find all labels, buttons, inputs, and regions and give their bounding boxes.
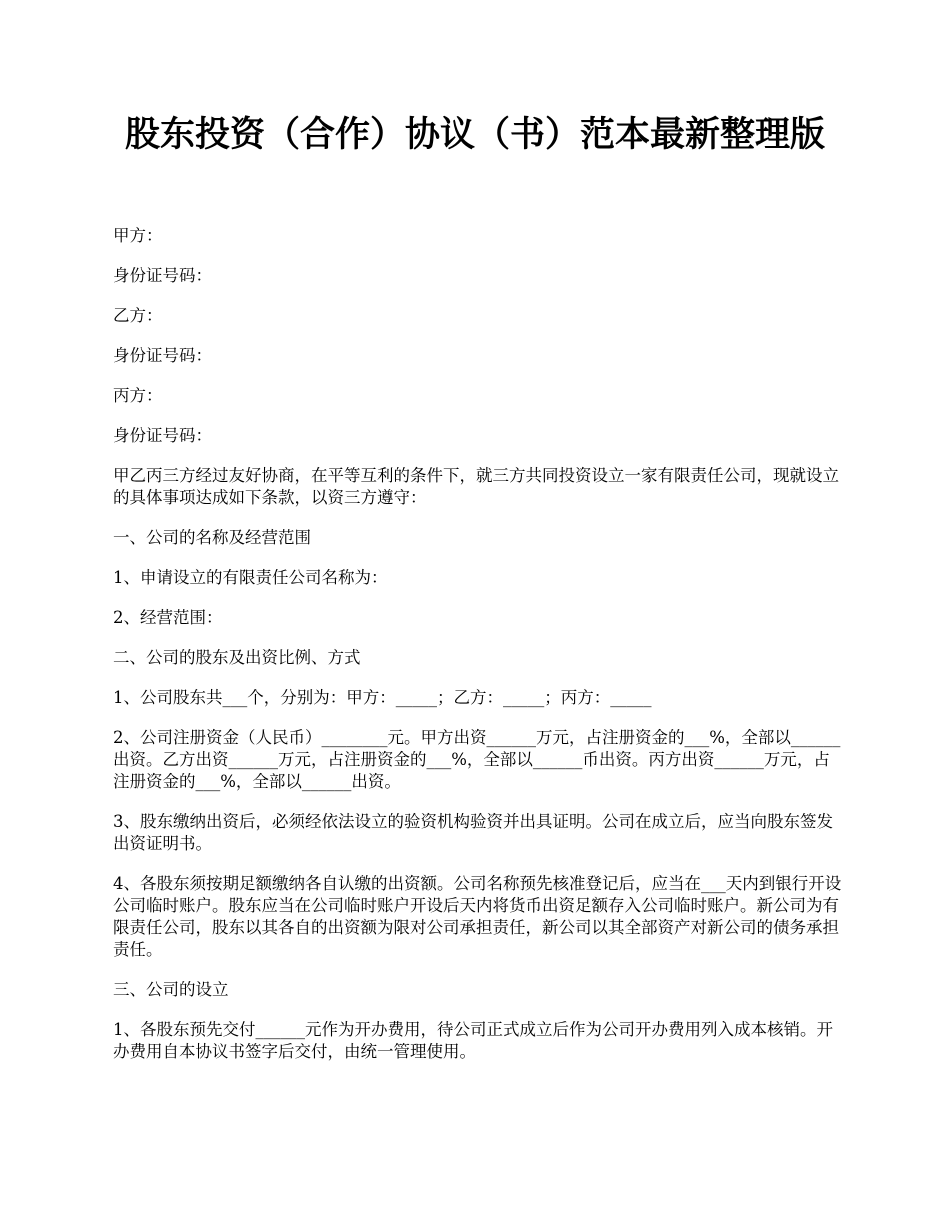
section-heading-2: 二、公司的股东及出资比例、方式 [113, 648, 361, 667]
party-c-label: 丙方： [113, 386, 163, 405]
clause-2-4: 4、各股东须按期足额缴纳各自认缴的出资额。公司名称预先核准登记后，应当在___天内到银行开设公司临时账户。股东应当在公司临时账户开设后天内将货币出资足额存入公司临时账户。新公司为有限责任公司，股东以其各自的出资额为限对公司承担责任，新公司以其全部资产对新公司的债务承担责任。 [113, 874, 842, 959]
party-b-label: 乙方： [113, 306, 163, 325]
document-body [113, 225, 843, 1081]
preamble-paragraph: 甲乙丙三方经过友好协商，在平等互利的条件下，就三方共同投资设立一家有限责任公司，现就设立的具体事项达成如下条款，以资三方遵守： [113, 466, 839, 507]
clause-2-3: 3、股东缴纳出资后，必须经依法设立的验资机构验资并出具证明。公司在成立后，应当向股东签发出资证明书。 [113, 812, 833, 853]
party-b-id-label: 身份证号码： [113, 346, 212, 365]
party-c-id-label: 身份证号码： [113, 426, 212, 445]
section-heading-1: 一、公司的名称及经营范围 [113, 528, 311, 547]
clause-3-1: 1、各股东预先交付______元作为开办费用，待公司正式成立后作为公司开办费用列入成本核销。开办费用自本协议书签字后交付，由统一管理使用。 [113, 1020, 833, 1061]
party-a-id-label: 身份证号码： [113, 266, 212, 285]
section-heading-3: 三、公司的设立 [113, 980, 229, 999]
clause-1-2: 2、经营范围： [113, 608, 223, 627]
party-a-label: 甲方： [113, 226, 163, 245]
clause-2-2: 2、公司注册资金（人民币）________元。甲方出资______万元，占注册资金的___%，全部以______出资。乙方出资______万元，占注册资金的___%，全部以______币出资。丙方出资______万元，占注册资金的___%，全部以______出资。 [113, 728, 841, 791]
clause-1-1: 1、申请设立的有限责任公司名称为： [113, 568, 388, 587]
clause-2-1: 1、公司股东共___个，分别为：甲方：_____；乙方：_____；丙方：_____ [113, 688, 652, 707]
document-title: 股东投资（合作）协议（书）范本最新整理版 [124, 114, 825, 155]
